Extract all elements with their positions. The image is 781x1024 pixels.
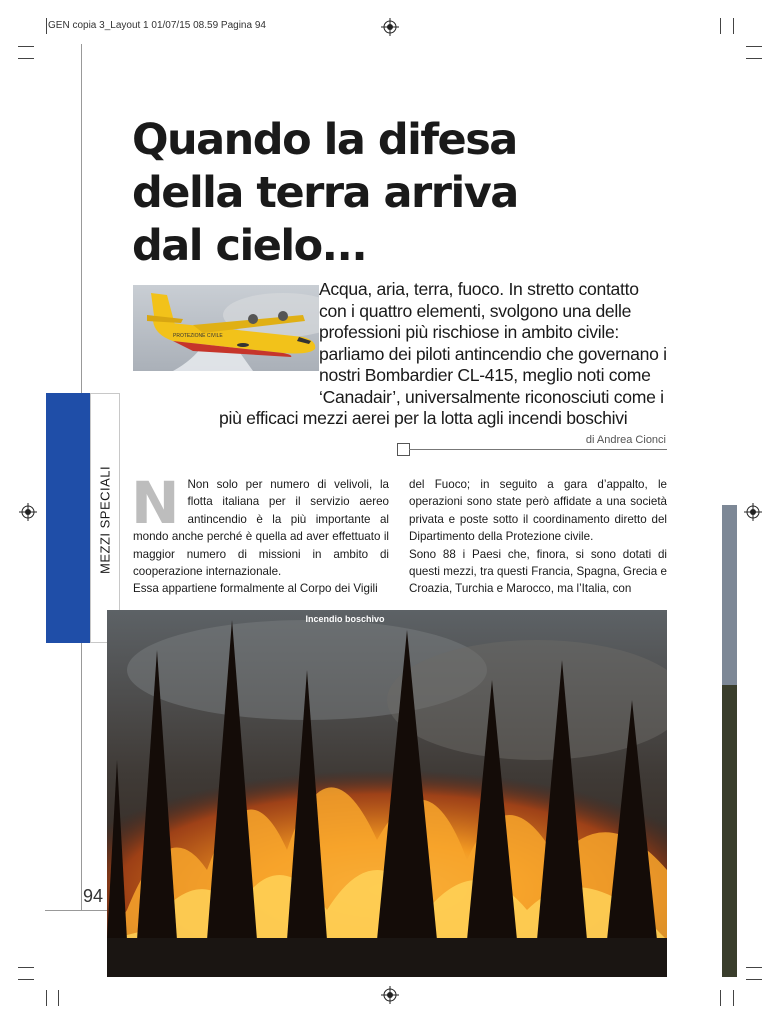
body-paragraph: Non solo per numero di velivoli, la flotta italiana per il servizio aereo antincendio è la più importante al mondo anche perché è quella ad aver effettuato il maggior numero di missioni in ambito di cooperazione internazionale. bbox=[133, 478, 389, 579]
bottom-rule bbox=[45, 910, 107, 911]
body-paragraph: del Fuoco; in seguito a gara d’appalto, le operazioni sono state però affidate a una società privata e poste sotto il coordinamento diretto del Dipartimento della Protezione civile. bbox=[409, 478, 667, 544]
lead-paragraph bbox=[219, 279, 668, 430]
section-tab-color-bar bbox=[46, 393, 90, 643]
registration-mark-icon bbox=[381, 986, 399, 1004]
registration-mark-icon bbox=[744, 503, 762, 521]
registration-mark-icon bbox=[381, 18, 399, 36]
svg-text:PROTEZIONE CIVILE: PROTEZIONE CIVILE bbox=[173, 333, 223, 339]
section-label: MEZZI SPECIALI bbox=[97, 465, 113, 575]
registration-mark-icon bbox=[19, 503, 37, 521]
title-line-1: Quando la difesa bbox=[132, 115, 517, 165]
photo-caption: Incendio boschivo bbox=[305, 614, 385, 624]
body-column-2 bbox=[409, 476, 667, 598]
body-column-1 bbox=[131, 469, 389, 598]
title-line-2: della terra arriva bbox=[132, 168, 518, 218]
adjacent-page-strip bbox=[722, 505, 737, 977]
lead-image-spacer bbox=[219, 279, 319, 387]
title-line-3: dal cielo... bbox=[132, 221, 367, 271]
body-paragraph: Essa appartiene formalmente al Corpo dei Vigili bbox=[133, 582, 378, 596]
byline: di Andrea Cionci bbox=[585, 434, 666, 446]
slug-line: GEN copia 3_Layout 1 01/07/15 08.59 Pagina 94 bbox=[48, 20, 266, 31]
byline-rule bbox=[409, 449, 667, 450]
body-paragraph: Sono 88 i Paesi che, finora, si sono dotati di questi mezzi, tra questi Francia, Spagna, Grecia e Croazia, Turchia e Marocco, ma l’Italia, con bbox=[409, 547, 667, 596]
page-number: 94 bbox=[83, 886, 104, 906]
forest-fire-photo bbox=[107, 610, 667, 977]
lead-text: Acqua, aria, terra, fuoco. In stretto contatto con i quattro elementi, svolgono una delle professioni più rischiose in ambito civile: parliamo dei piloti antincendio che governano i nostri Bombardier CL-415, meglio noti come ‘Canadair’, universalmente riconosciuti come i più efficaci mezzi aerei per la lotta agli incendi boschivi bbox=[219, 279, 667, 428]
article-title bbox=[132, 114, 592, 273]
drop-cap: N bbox=[131, 469, 180, 537]
